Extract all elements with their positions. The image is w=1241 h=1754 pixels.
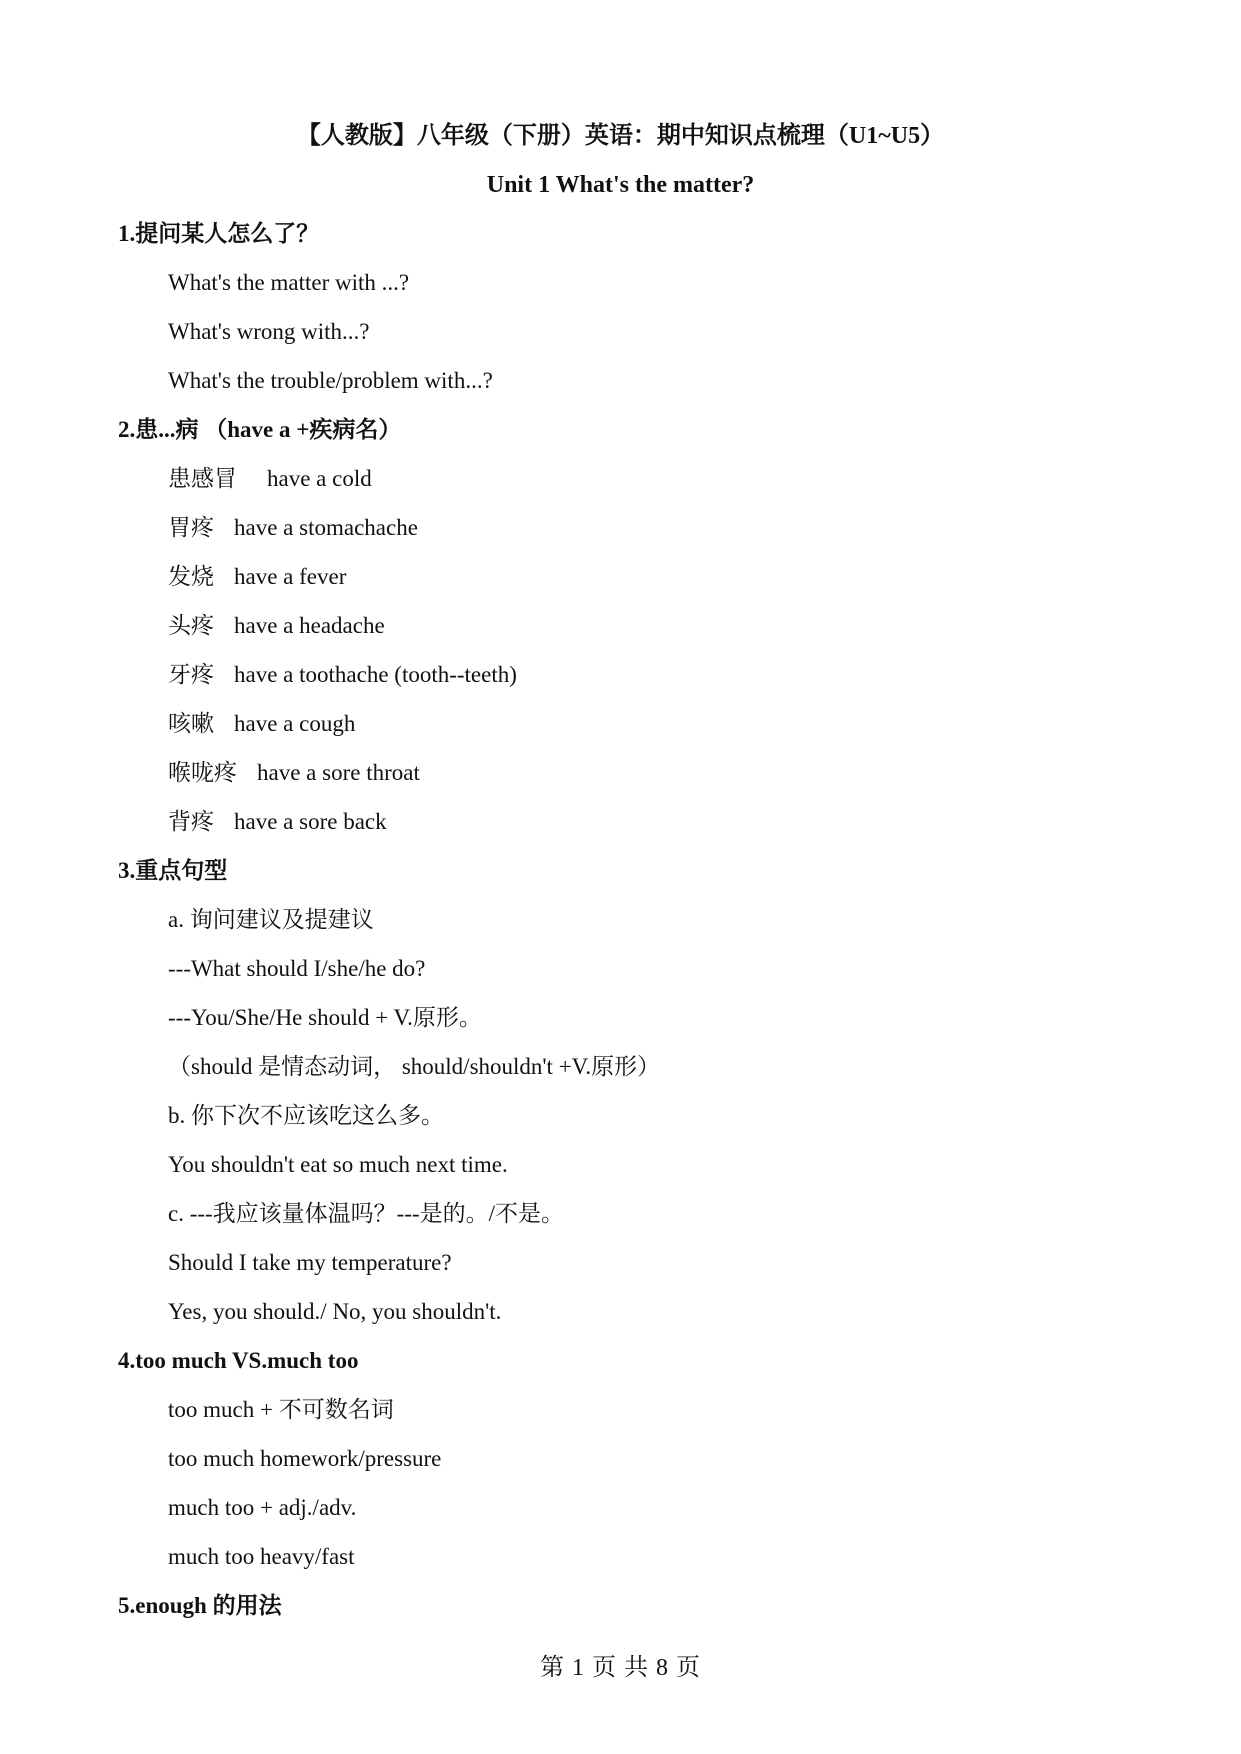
text-line: much too + adj./adv. (168, 1495, 357, 1520)
term-cn: 牙疼 (168, 662, 214, 687)
list-item (168, 561, 346, 593)
term-cn: 发烧 (168, 564, 214, 589)
text-line: c. ---我应该量体温吗？---是的。/不是。 (168, 1201, 565, 1226)
term-cn: 患感冒 (168, 466, 237, 491)
text-line: ---What should I/she/he do? (168, 956, 426, 981)
list-item (168, 708, 355, 740)
text-line: b. 你下次不应该吃这么多。 (168, 1103, 444, 1128)
term-cn: 头疼 (168, 613, 214, 638)
section-heading-2: 2.患...病 （have a +疾病名） (118, 417, 402, 442)
list-item (168, 463, 372, 495)
term-en: have a sore back (234, 809, 387, 834)
section-heading-1: 1.提问某人怎么了？ (118, 221, 320, 246)
text-line: （should 是情态动词， should/shouldn't +V.原形） (168, 1054, 661, 1079)
list-item (168, 757, 420, 789)
text-line: What's the matter with ...? (168, 270, 410, 295)
list-item (168, 806, 387, 838)
unit-title: Unit 1 What's the matter? (486, 172, 755, 198)
term-en: have a fever (234, 564, 347, 589)
text-line: ---You/She/He should + V.原形。 (168, 1005, 482, 1030)
section-heading-3: 3.重点句型 (118, 858, 228, 883)
term-cn: 喉咙疼 (168, 760, 237, 785)
text-line: too much + 不可数名词 (168, 1397, 394, 1422)
text-line: You shouldn't eat so much next time. (168, 1152, 508, 1177)
page-number: 第 1 页 共 8 页 (540, 1655, 701, 1681)
text-line: Yes, you should./ No, you shouldn't. (168, 1299, 502, 1324)
term-en: have a cough (234, 711, 356, 736)
term-en: have a sore throat (257, 760, 420, 785)
list-item (168, 610, 385, 642)
term-en: have a stomachache (234, 515, 418, 540)
text-line: too much homework/pressure (168, 1446, 442, 1471)
term-en: have a headache (234, 613, 385, 638)
list-item (168, 659, 517, 691)
text-line: a. 询问建议及提建议 (168, 907, 374, 932)
term-cn: 胃疼 (168, 515, 214, 540)
list-item (168, 512, 418, 544)
text-line: Should I take my temperature? (168, 1250, 452, 1275)
text-line: much too heavy/fast (168, 1544, 355, 1569)
text-line: What's the trouble/problem with...? (168, 368, 493, 393)
document-title: 【人教版】八年级（下册）英语：期中知识点梳理（U1~U5） (296, 123, 945, 149)
term-en: have a toothache (tooth--teeth) (234, 662, 517, 687)
term-cn: 背疼 (168, 809, 214, 834)
term-en: have a cold (267, 466, 372, 491)
text-line: What's wrong with...? (168, 319, 370, 344)
section-heading-5: 5.enough 的用法 (118, 1593, 282, 1618)
term-cn: 咳嗽 (168, 711, 214, 736)
section-heading-4: 4.too much VS.much too (118, 1348, 359, 1373)
